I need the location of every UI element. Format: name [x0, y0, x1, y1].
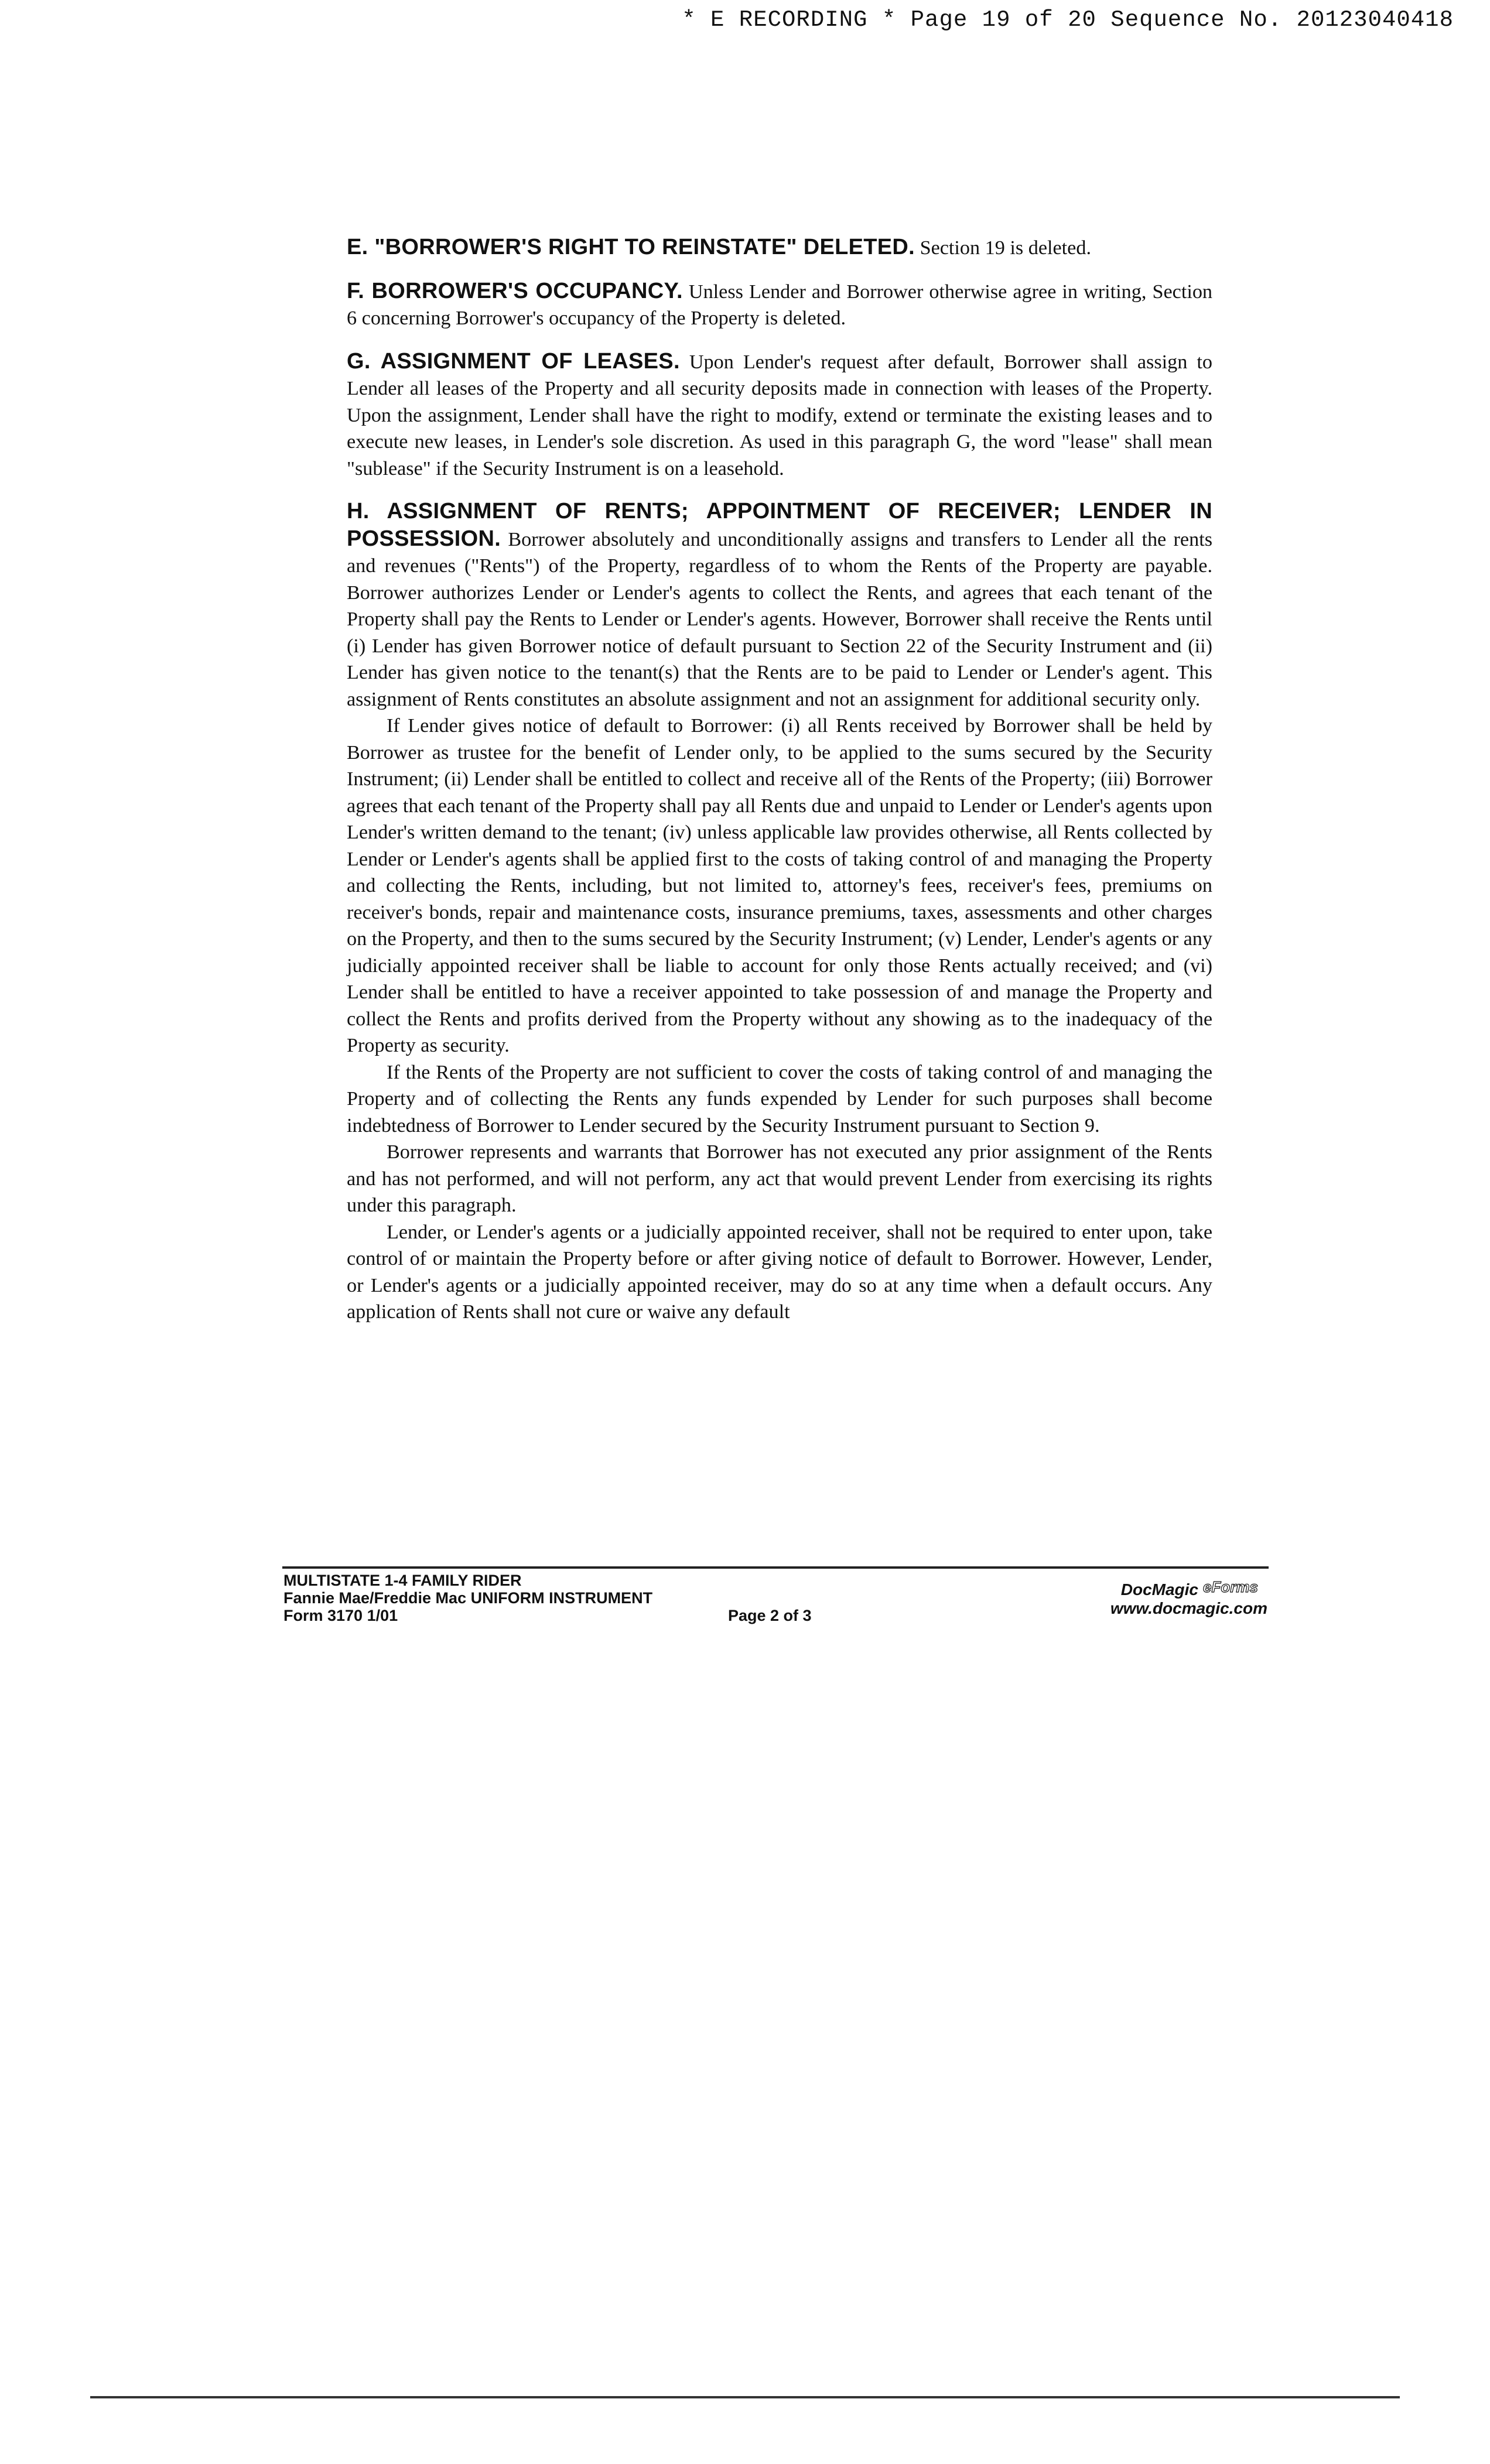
- recording-header: * E RECORDING * Page 19 of 20 Sequence No. 20123040418: [682, 7, 1454, 33]
- section-f-text: Unless Lender and Borrower otherwise agree in writing, Section 6 concerning Borrower's occupancy of the Property is deleted.: [347, 280, 1213, 329]
- section-f-heading: F. BORROWER'S OCCUPANCY.: [347, 278, 683, 303]
- section-e-text: Section 19 is deleted.: [915, 237, 1091, 259]
- footer-instrument: Fannie Mae/Freddie Mac UNIFORM INSTRUMENT: [283, 1589, 653, 1607]
- footer-divider: [282, 1566, 1269, 1569]
- paragraph-representations: Borrower represents and warrants that Borrower has not executed any prior assignment of the Rents and has not performed, and will not perform, any act that would prevent Lender from exercising its rights under this paragraph.: [347, 1141, 1212, 1216]
- paragraph-insufficient-rents: If the Rents of the Property are not sufficient to cover the costs of taking control of and managing the Property and of collecting the Rents any funds expended by Lender for such purposes shall become indebtedness of Borrower to Lender secured by the Security Instrument pursuant to Section 9.: [347, 1061, 1212, 1137]
- footer-form-number: Form 3170 1/01: [283, 1607, 398, 1624]
- paragraph-default-notice: If Lender gives notice of default to Borrower: (i) all Rents received by Borrower shall be held by Borrower as trustee for the benefit of Lender only, to be applied to the sums secured by the Security Instrument; (ii) Lender shall be entitled to collect and receive all of the Rents of the Property; (iii) Borrower agrees that each tenant of the Property shall pay all Rents due and unpaid to Lender or Lender's agents upon Lender's written demand to the tenant; (iv) unless applicable law provides otherwise, all Rents collected by Lender or Lender's agents shall be applied first to the costs of taking control of and managing the Property and collecting the Rents, including, but not limited to, attorney's fees, receiver's fees, premiums on receiver's bonds, repair and maintenance costs, insurance premiums, taxes, assessments and other charges on the Property, and then to the sums secured by the Security Instrument; (v) Lender, Lender's agents or any judicially appointed receiver shall be liable to account for only those Rents actually received; and (vi) Lender shall be entitled to have a receiver appointed to take possession of and manage the Property and collect the Rents and profits derived from the Property without any showing as to the inadequacy of the Property as security.: [347, 715, 1212, 1056]
- eforms-logo-icon: [1202, 1579, 1267, 1595]
- footer-page-number: Page 2 of 3: [728, 1607, 812, 1624]
- section-h-heading: H. ASSIGNMENT OF RENTS; APPOINTMENT OF RECEIVER; LENDER IN POSSESSION.: [347, 499, 1212, 551]
- footer-brand-line: [1110, 1579, 1267, 1599]
- section-g: [347, 348, 1212, 482]
- section-g-text: Upon Lender's request after default, Borrower shall assign to Lender all leases of the Property and all security deposits made in connection with leases of the Property. Upon the assignment, Lender shall have the right to modify, extend or terminate the existing leases and to execute new leases, in Lender's sole discretion. As used in this paragraph G, the word "lease" shall mean "sublease" if the Security Instrument is on a leasehold.: [347, 351, 1212, 480]
- footer-form-title: MULTISTATE 1-4 FAMILY RIDER: [283, 1572, 522, 1589]
- footer-website: www.docmagic.com: [1110, 1599, 1267, 1617]
- section-h: [347, 498, 1212, 713]
- section-g-heading: G. ASSIGNMENT OF LEASES.: [347, 348, 680, 374]
- section-e-heading: E. "BORROWER'S RIGHT TO REINSTATE" DELETED.: [347, 235, 915, 259]
- section-h-text: Borrower absolutely and unconditionally assigns and transfers to Lender all the rents and revenues ("Rents") of the Property, regardless of to whom the Rents of the Property are payable. Borrower authorizes Lender or Lender's agents to collect the Rents, and agrees that each tenant of the Property shall pay the Rents to Lender or Lender's agents. However, Borrower shall receive the Rents until (i) Lender has given Borrower notice of default pursuant to Section 22 of the Security Instrument and (ii) Lender has given notice to the tenant(s) that the Rents are to be paid to Lender or Lender's agent. This assignment of Rents constitutes an absolute assignment and not an assignment for additional security only.: [347, 528, 1212, 710]
- document-body: [347, 234, 1212, 1326]
- section-e: [347, 234, 1212, 262]
- footer-brand: [1110, 1579, 1267, 1618]
- scan-edge-line: [90, 2396, 1400, 2398]
- footer-brand-name: DocMagic: [1120, 1580, 1198, 1599]
- section-f: [347, 278, 1212, 332]
- eforms-logo-lettering: eForms: [1203, 1579, 1258, 1595]
- paragraph-lender-entry: Lender, or Lender's agents or a judicially appointed receiver, shall not be required to enter upon, take control of or maintain the Property before or after giving notice of default to Borrower. However, Lender, or Lender's agents or a judicially appointed receiver, may do so at any time when a default occurs. Any application of Rents shall not cure or waive any default: [347, 1221, 1212, 1323]
